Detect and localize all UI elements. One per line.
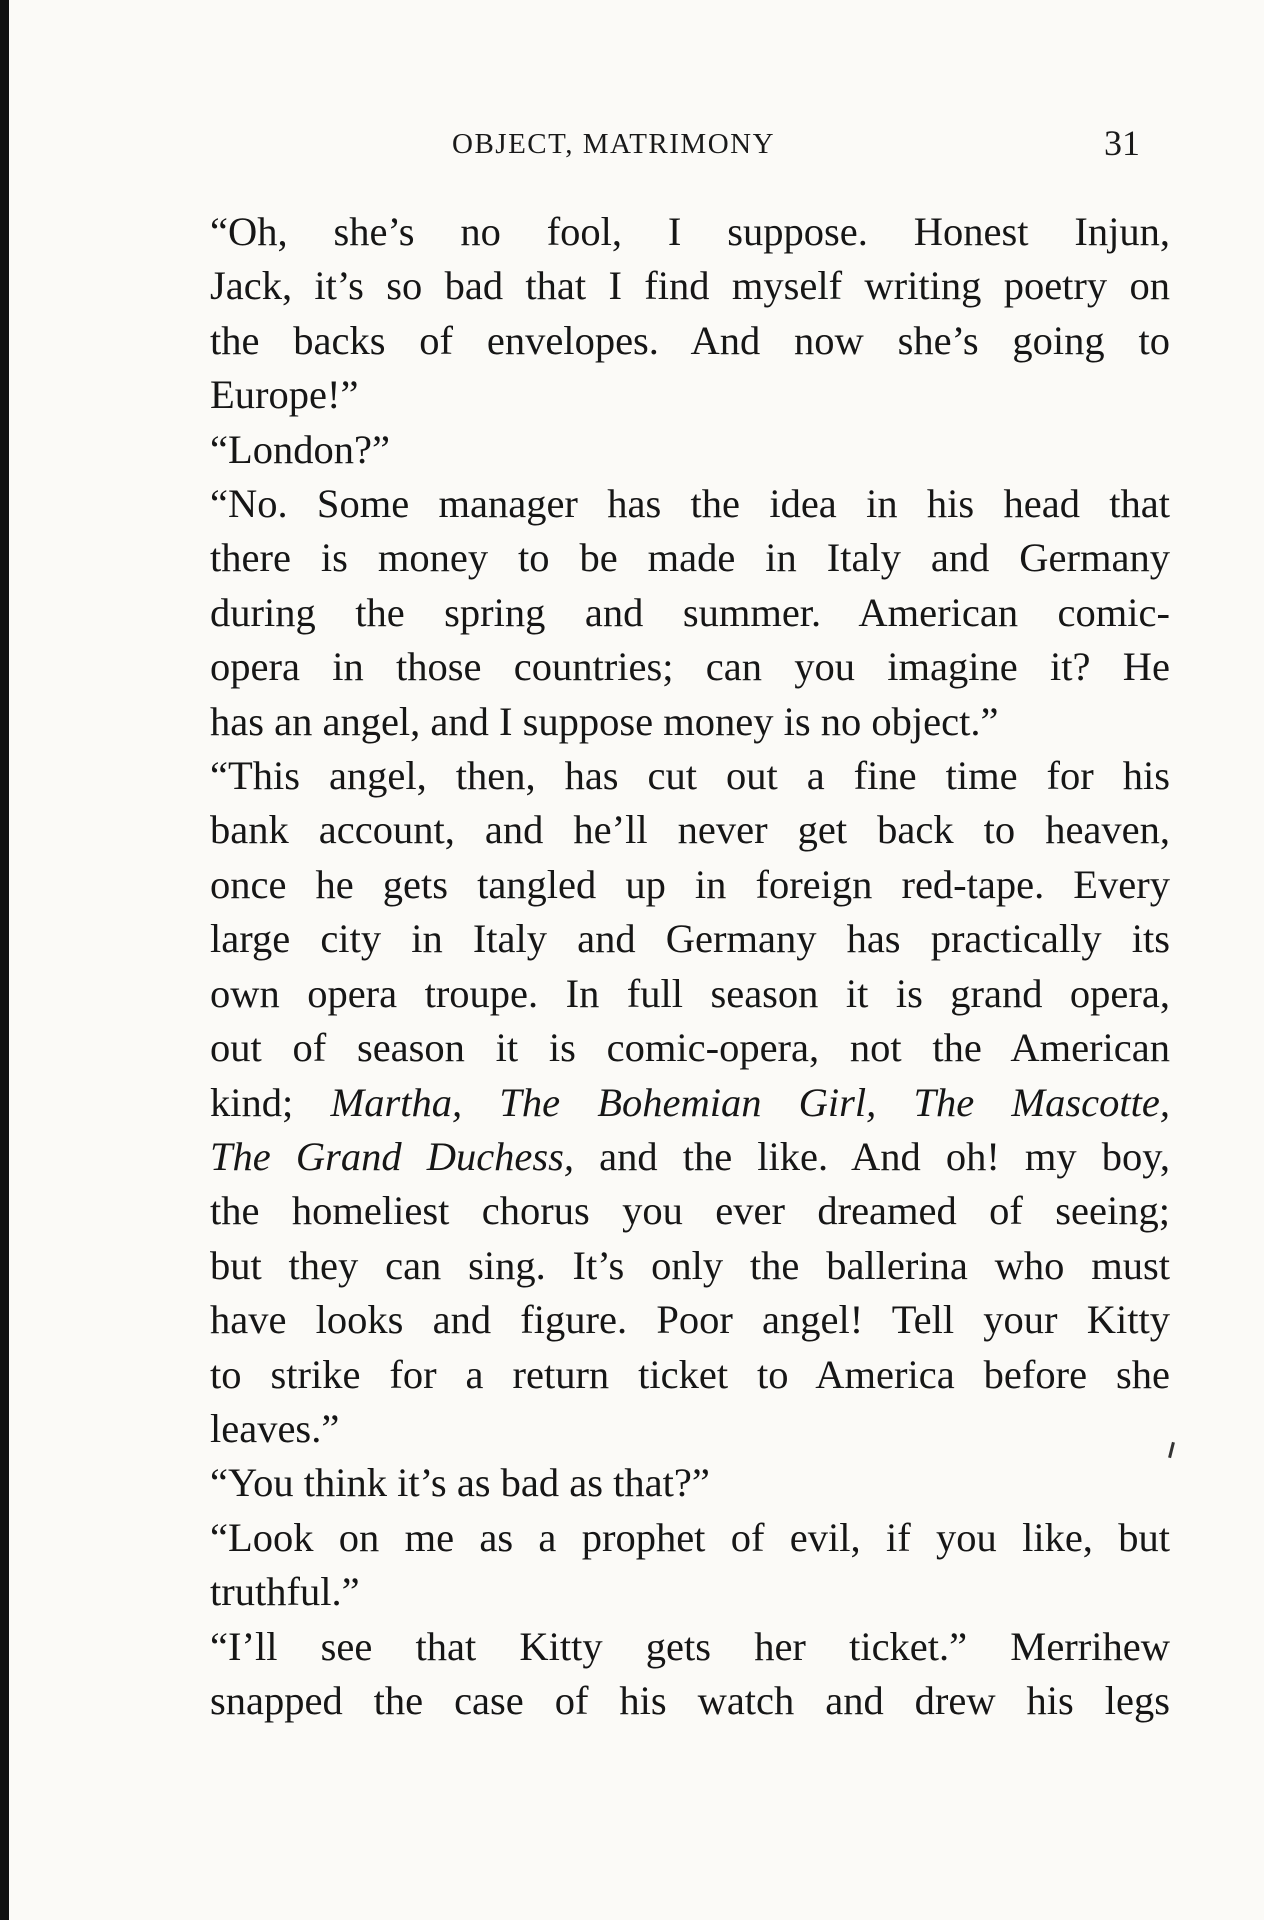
paragraph	[150, 423, 1170, 477]
text-line: “You think it’s as bad as that?”	[210, 1460, 710, 1506]
text-line: bank account, and he’ll never get back to heaven,	[210, 807, 1170, 853]
text-line: “Oh, she’s no fool, I suppose. Honest Injun,	[210, 209, 1170, 254]
text-line: leaves.”	[210, 1405, 340, 1451]
page-number: 31	[1104, 123, 1140, 163]
paragraph	[150, 1620, 1170, 1729]
text-line: out of season it is comic-opera, not the American	[210, 1025, 1170, 1071]
paragraph	[150, 1456, 1170, 1510]
paragraph	[150, 749, 1170, 1456]
italic-titles: Martha, The Bohemian Girl, The Mascotte,	[330, 1079, 1171, 1125]
text-line: once he gets tangled up in foreign red-tape. Every	[210, 861, 1170, 907]
text-line: opera in those countries; can you imagine it? He	[210, 644, 1170, 690]
text-line: has an angel, and I suppose money is no object.”	[210, 698, 999, 744]
text-line: there is money to be made in Italy and Germany	[210, 535, 1170, 581]
text-line: large city in Italy and Germany has practically its	[210, 916, 1170, 962]
text-line: truthful.”	[210, 1569, 360, 1615]
text-run: kind;	[210, 1079, 294, 1125]
paragraph	[150, 1511, 1170, 1620]
body-text	[150, 205, 1170, 1728]
running-head: OBJECT, MATRIMONY	[452, 128, 776, 160]
text-line: the homeliest chorus you ever dreamed of seeing;	[210, 1188, 1170, 1234]
paragraph	[150, 477, 1170, 749]
text-line: “No. Some manager has the idea in his head that	[210, 481, 1170, 527]
text-line-mixed	[150, 1130, 1170, 1184]
text-line: snapped the case of his watch and drew his legs	[210, 1677, 1170, 1723]
text-line: “This angel, then, has cut out a fine time for his	[210, 753, 1170, 799]
text-line: the backs of envelopes. And now she’s going to	[210, 317, 1170, 363]
text-line: “I’ll see that Kitty gets her ticket.” Merrihew	[210, 1623, 1170, 1669]
text-run: and the like. And oh! my boy,	[599, 1133, 1170, 1179]
text-line: Europe!”	[210, 372, 359, 418]
text-line: during the spring and summer. American comic-	[210, 589, 1170, 635]
text-line: “London?”	[210, 426, 390, 472]
text-line-mixed	[150, 1076, 1170, 1130]
text-line: own opera troupe. In full season it is grand opera,	[210, 970, 1170, 1016]
text-line: “Look on me as a prophet of evil, if you like, but	[210, 1514, 1170, 1560]
paragraph	[150, 205, 1170, 423]
binding-edge	[0, 0, 9, 1920]
text-line: have looks and figure. Poor angel! Tell your Kitty	[210, 1297, 1170, 1343]
text-line: but they can sing. It’s only the ballerina who must	[210, 1242, 1170, 1288]
text-line: to strike for a return ticket to America before she	[210, 1351, 1170, 1397]
italic-titles: The Grand Duchess,	[210, 1133, 575, 1179]
text-line: Jack, it’s so bad that I find myself writing poetry on	[210, 263, 1170, 309]
